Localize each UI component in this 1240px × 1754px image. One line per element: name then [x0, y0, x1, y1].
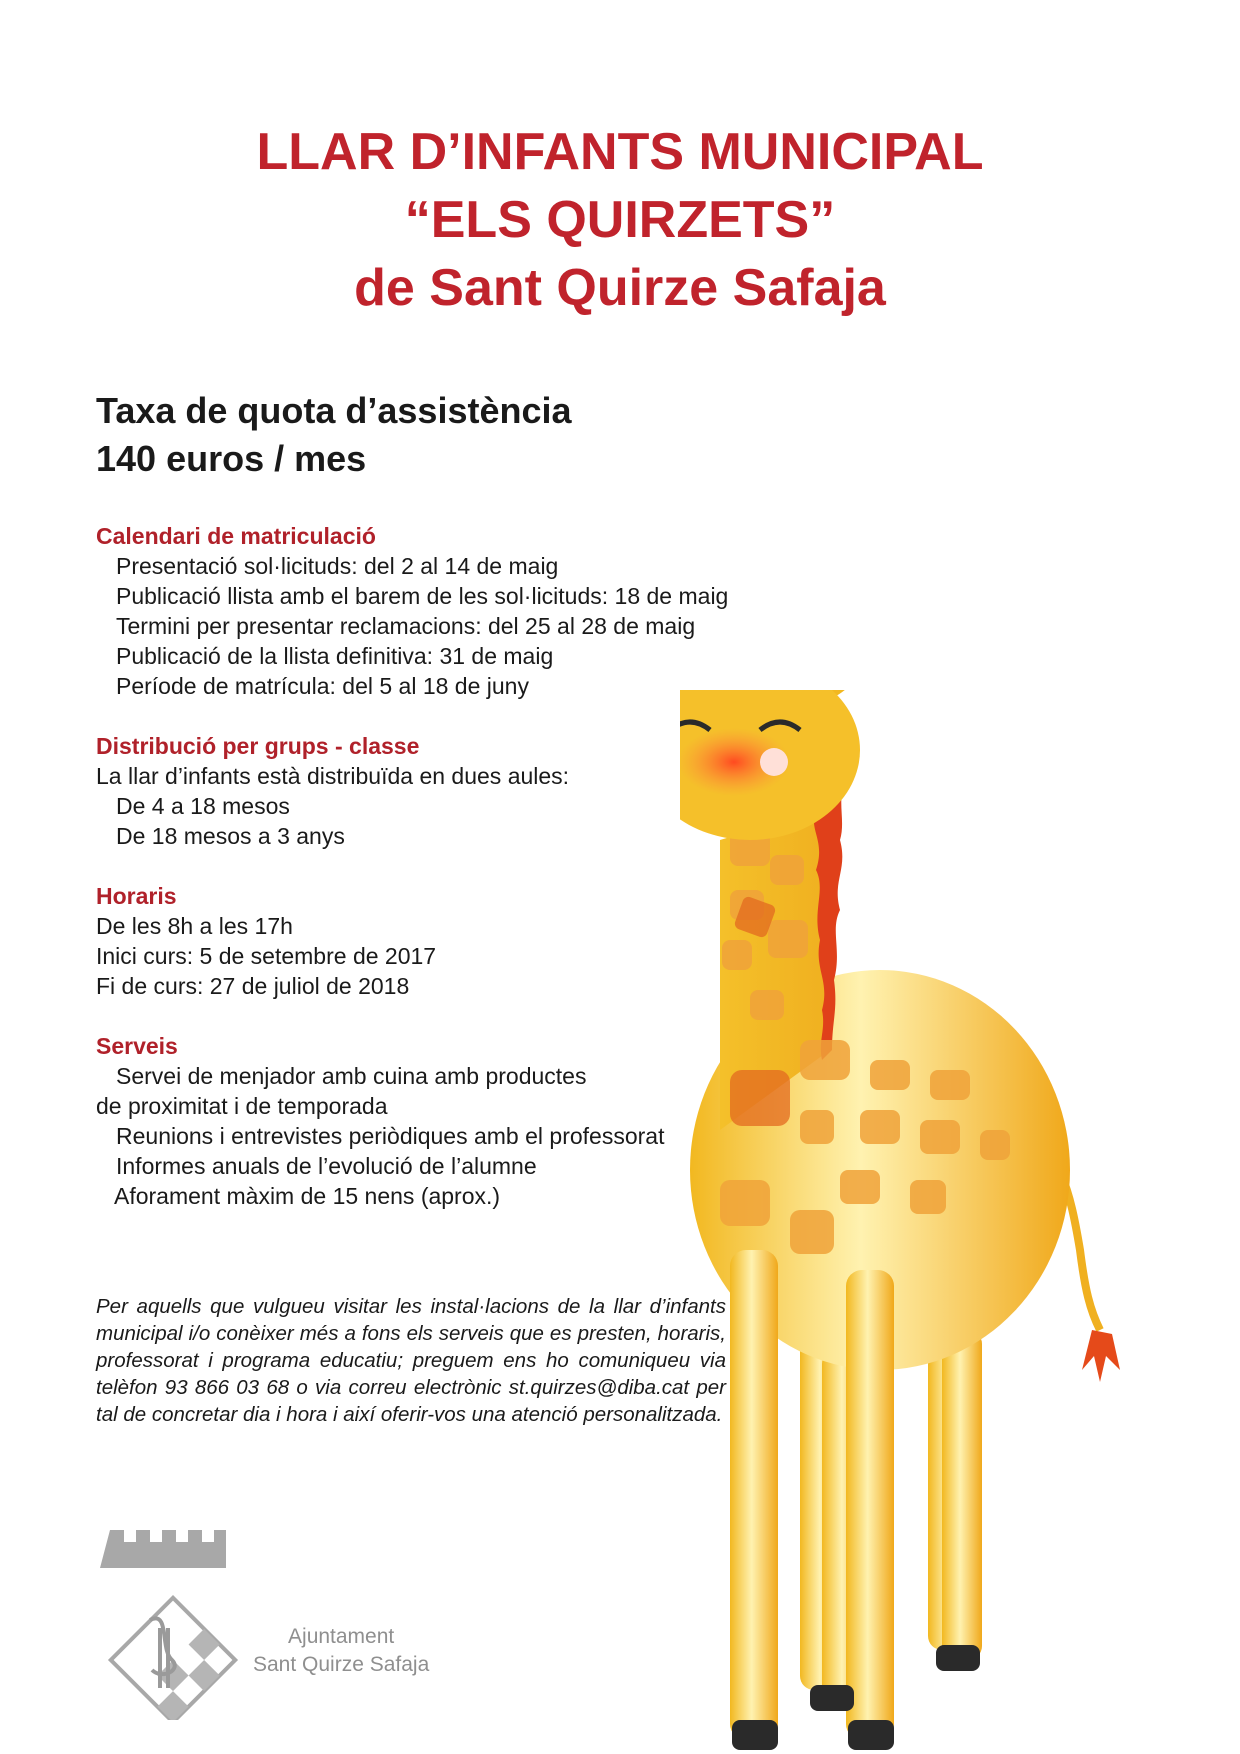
section-intro: La llar d’infants està distribuïda en dues aules: [96, 763, 570, 789]
list-item: De 18 mesos a 3 anys [116, 823, 345, 849]
list-item: Informes anuals de l’evolució de l’alumne [116, 1153, 537, 1179]
list-item: Aforament màxim de 15 nens (aprox.) [114, 1183, 501, 1209]
list-item: Període de matrícula: del 5 al 18 de juny [116, 673, 529, 699]
fee-block [96, 387, 572, 483]
section-heading: Serveis [96, 1033, 178, 1059]
municipal-logo-caption [253, 1623, 429, 1679]
list-item: De les 8h a les 17h [96, 913, 293, 939]
list-item: Publicació de la llista definitiva: 31 de maig [116, 643, 554, 669]
enrollment-calendar-section [96, 521, 728, 701]
list-item-continuation: de proximitat i de temporada [96, 1093, 388, 1119]
list-item: Reunions i entrevistes periòdiques amb el professorat [116, 1123, 665, 1149]
logo-line-1: Ajuntament [288, 1625, 395, 1648]
schedule-section [96, 881, 436, 1001]
giraffe-illustration [680, 690, 1220, 1750]
fee-amount: 140 euros / mes [96, 438, 367, 479]
section-heading: Distribució per grups - classe [96, 733, 420, 759]
logo-line-2: Sant Quirze Safaja [253, 1653, 430, 1676]
list-item: Termini per presentar reclamacions: del 25 al 28 de maig [116, 613, 696, 639]
list-item: Publicació llista amb el barem de les sol·licituds: 18 de maig [116, 583, 729, 609]
fee-label: Taxa de quota d’assistència [96, 390, 572, 431]
page-title [0, 118, 1240, 322]
contact-note [96, 1293, 726, 1428]
list-item: De 4 a 18 mesos [116, 793, 290, 819]
class-groups-section [96, 731, 569, 851]
section-heading: Horaris [96, 883, 177, 909]
section-heading: Calendari de matriculació [96, 523, 376, 549]
title-line-2: “ELS QUIRZETS” [404, 191, 836, 249]
title-line-1: LLAR D’INFANTS MUNICIPAL [256, 123, 984, 181]
list-item: Presentació sol·licituds: del 2 al 14 de maig [116, 553, 559, 579]
list-item: Servei de menjador amb cuina amb productes [116, 1063, 587, 1089]
municipal-coat-of-arms-icon [98, 1510, 248, 1720]
list-item: Fi de curs: 27 de juliol de 2018 [96, 973, 410, 999]
contact-note-text: Per aquells que vulgueu visitar les instal·lacions de la llar d’infants municipal i/o conèixer més a fons els serveis que es presten, horaris, professorat i programa educatiu; preguem ens ho comuniqueu via telèfon 93 866 03 68 o via correu electrònic st.quirzes@diba.cat per tal de concretar dia i hora i així oferir-vos una atenció personalitzada. [96, 1295, 726, 1426]
list-item: Inici curs: 5 de setembre de 2017 [96, 943, 437, 969]
title-line-3: de Sant Quirze Safaja [354, 259, 886, 317]
services-section [96, 1031, 664, 1211]
